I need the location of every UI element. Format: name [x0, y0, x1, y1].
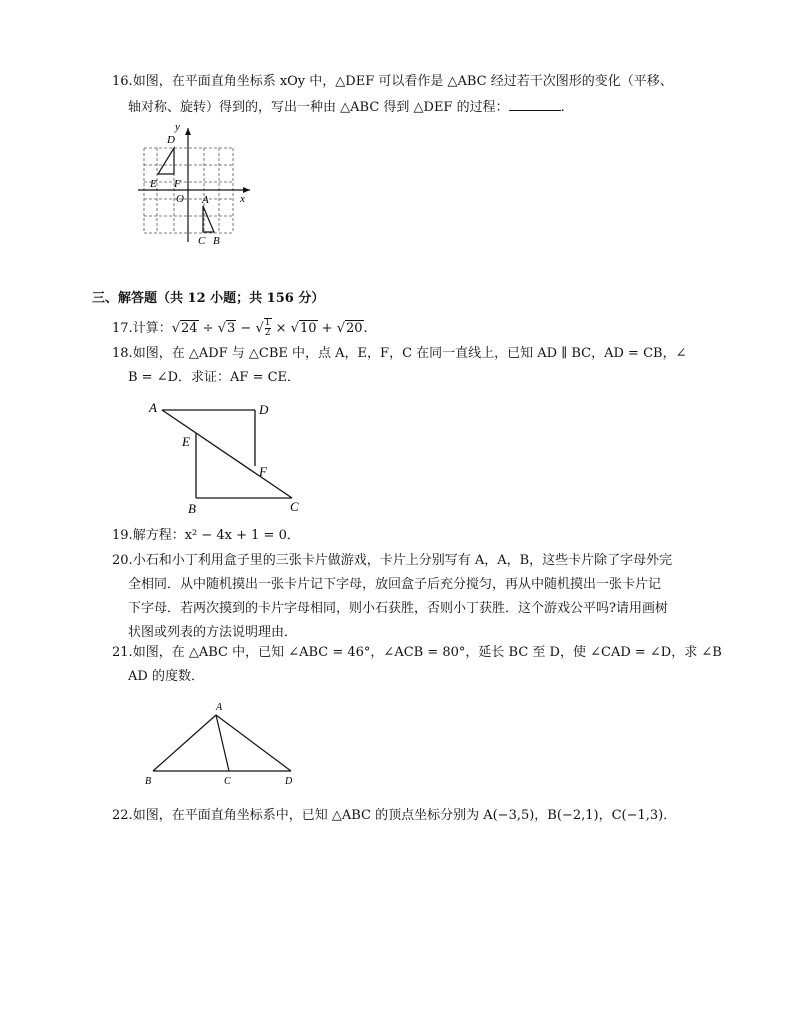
q21-line1	[112, 645, 722, 661]
q21-label-d: D	[285, 776, 293, 787]
q16-triangle-abc	[203, 206, 214, 232]
q17-line: 17.计算：√24 ÷ √3 − √ $\frac{1}{2}$ × √10 + √20.	[112, 318, 368, 338]
q16-y-arrow	[185, 128, 191, 135]
q17-frac-den: 2	[264, 328, 271, 338]
q16-label-c: C	[198, 235, 206, 247]
q21-figure	[142, 700, 312, 790]
q20-text-line2: 全相同．从中随机摸出一张卡片记下字母，放回盒子后充分搅匀，再从中随机摸出一张卡片记	[128, 577, 662, 592]
q17-op-div: ÷	[198, 321, 218, 336]
q16-label-x: x	[240, 193, 245, 205]
section-heading: 三、解答题（共 12 小题；共 156 分）	[92, 291, 325, 306]
q16-label-b: B	[213, 235, 220, 247]
q21-segment-ab	[153, 715, 216, 771]
q17-op-minus: −	[236, 321, 256, 336]
q18-figure	[146, 400, 316, 515]
q17-fraction	[265, 319, 271, 338]
q17-prefix: 计算：	[132, 321, 172, 336]
q16-label-d: D	[167, 134, 175, 146]
q18-label-e: E	[182, 434, 190, 449]
q16-triangle-def	[158, 148, 174, 174]
q16-label-f: F	[174, 178, 181, 190]
q21-label-b: B	[145, 776, 152, 787]
q21-text-line2: AD 的度数．	[128, 669, 204, 684]
q18-label-c: C	[290, 499, 299, 514]
q17-op-plus: +	[317, 321, 337, 336]
q21-line2	[128, 669, 204, 685]
q16-label-o: O	[176, 193, 184, 205]
q16-number: 16.	[112, 74, 133, 89]
q20-text-line1: 小石和小丁利用盒子里的三张卡片做游戏，卡片上分别写有 A，A，B，这些卡片除了字母外完	[132, 553, 673, 568]
q22-text: 如图，在平面直角坐标系中，已知 △ABC 的顶点坐标分别为 A(−3,5)，B(−2,1)，C(−1,3)．	[132, 808, 677, 823]
q16-label-y: y	[175, 121, 180, 133]
q17-radicand-20: 20	[345, 321, 363, 336]
q20-text-line4: 状图或列表的方法说明理由．	[128, 625, 298, 640]
q22-number: 22.	[112, 808, 133, 823]
q19-line	[112, 528, 300, 544]
q16-label-a: A	[202, 194, 209, 206]
q21-number: 21.	[112, 645, 133, 660]
q21-label-c: C	[224, 776, 231, 787]
q16-text-end: .	[560, 100, 565, 115]
q18-label-a: A	[149, 400, 157, 415]
q16-label-e: E	[150, 178, 157, 190]
q18-label-d: D	[259, 402, 269, 417]
q21-label-a: A	[216, 702, 223, 713]
q19-text: 解方程：x² − 4x + 1 = 0．	[132, 528, 300, 543]
q16-text-line1: 如图，在平面直角坐标系 xOy 中，△DEF 可以看作是 △ABC 经过若干次图形的变化（平移、	[132, 74, 673, 89]
q17-op-times: ×	[271, 321, 291, 336]
q18-label-f: F	[259, 464, 267, 479]
q21-text-line1: 如图，在 △ABC 中，已知 ∠ABC = 46°，∠ACB = 80°，延长 BC 至 D，使 ∠CAD = ∠D，求 ∠B	[132, 645, 722, 660]
q16-text-line2: 轴对称、旋转）得到的，写出一种由 △ABC 得到 △DEF 的过程：	[128, 100, 509, 115]
q17-end: .	[363, 321, 368, 336]
q17-radicand-3: 3	[227, 321, 236, 336]
q16-coordinate-figure	[136, 122, 256, 247]
q22-line	[112, 808, 676, 824]
q20-line1	[112, 553, 672, 569]
q20-number: 20.	[112, 553, 133, 568]
q18-line1	[112, 346, 686, 362]
q17-radicand-10: 10	[299, 321, 317, 336]
q20-line2	[128, 577, 661, 593]
q18-segment-ac	[162, 410, 292, 498]
q18-number: 18.	[112, 346, 133, 361]
q18-text-line1: 如图，在 △ADF 与 △CBE 中，点 A，E，F，C 在同一直线上，已知 AD ∥ BC，AD = CB，∠	[132, 346, 687, 361]
q16-answer-blank	[509, 99, 561, 111]
q17-radicand-24: 24	[181, 321, 198, 336]
q18-label-b: B	[188, 501, 196, 516]
q16-line1	[112, 74, 673, 90]
q18-line2	[128, 370, 300, 386]
q20-line3	[128, 601, 668, 617]
q19-number: 19.	[112, 528, 133, 543]
q17-frac-num: 1	[264, 318, 271, 328]
q17-number: 17.	[112, 321, 133, 336]
q20-text-line3: 下字母．若两次摸到的卡片字母相同，则小石获胜，否则小丁获胜．这个游戏公平吗?请用画树	[128, 601, 668, 616]
q18-text-line2: B = ∠D．求证：AF = CE．	[128, 370, 301, 385]
q16-line2	[128, 99, 565, 116]
q20-line4	[128, 625, 297, 641]
